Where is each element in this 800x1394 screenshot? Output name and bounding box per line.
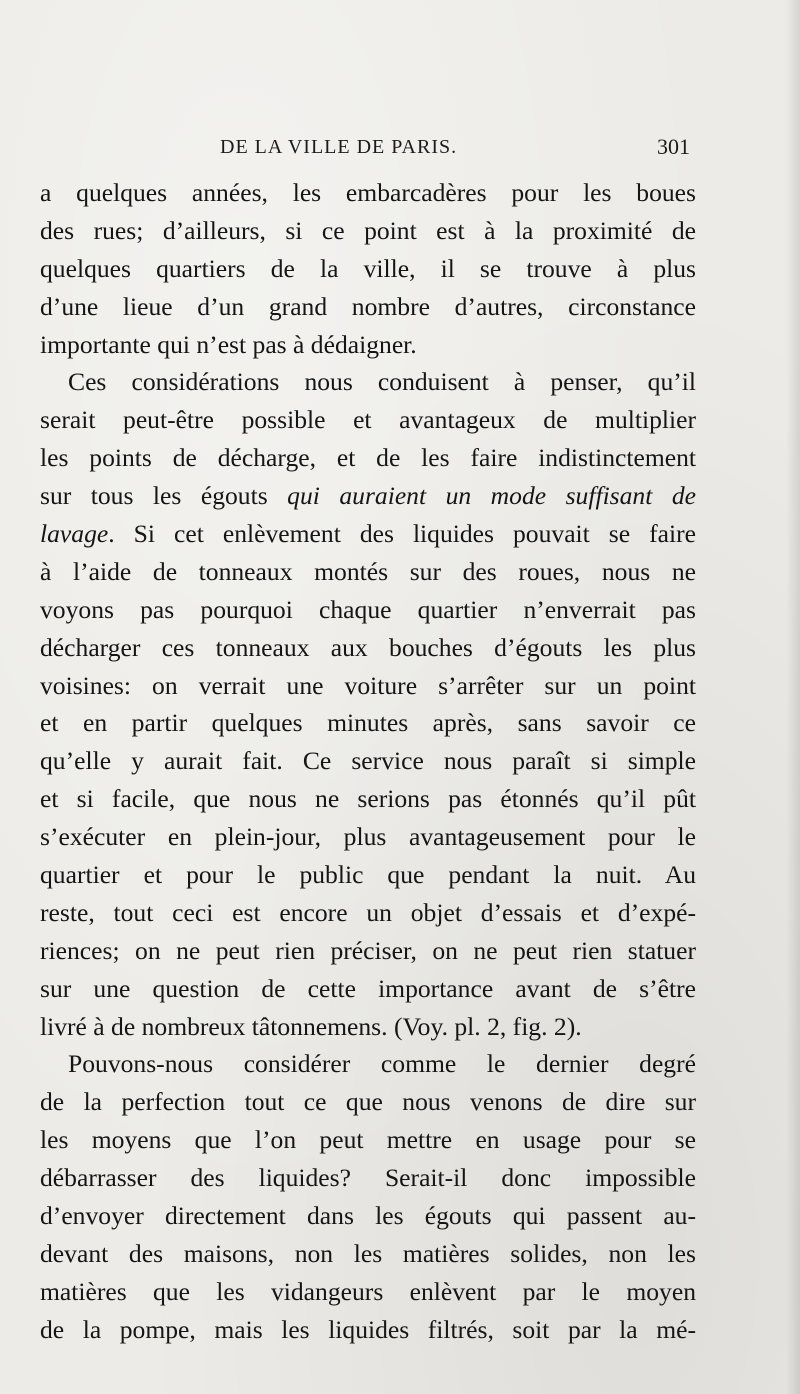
text-line: à l’aide de tonneaux montés sur des roues, nous ne — [40, 556, 696, 586]
text-line: s’exécuter en plein-jour, plus avantageusement pour le — [40, 822, 696, 852]
body-text — [40, 174, 696, 1349]
text-line: quelques quartiers de la ville, il se trouve à plus — [40, 253, 696, 283]
text-line: voyons pas pourquoi chaque quartier n’enverrait pas — [40, 594, 696, 624]
text-line: reste, tout ceci est encore un objet d’essais et d’expé- — [40, 897, 696, 927]
text-line: et si facile, que nous ne serions pas étonnés qu’il pût — [40, 784, 696, 814]
text-line: d’une lieue d’un grand nombre d’autres, circonstance — [40, 291, 696, 321]
italic-segment: lavage — [40, 519, 109, 549]
italic-segment: qui auraient un mode suffisant de — [287, 481, 696, 511]
text-segment: sur tous les égouts — [40, 481, 268, 511]
text-line: Ces considérations nous conduisent à penser, qu’il — [68, 367, 696, 397]
text-line: matières que les vidangeurs enlèvent par le moyen — [40, 1276, 696, 1306]
text-line: devant des maisons, non les matières solides, non les — [40, 1238, 696, 1268]
text-line: de la pompe, mais les liquides filtrés, soit par la mé- — [40, 1314, 696, 1344]
text-line-mixed — [40, 477, 696, 515]
text-line: débarrasser des liquides? Serait-il donc impossible — [40, 1163, 696, 1193]
text-line: a quelques années, les embarcadères pour les boues — [40, 178, 696, 207]
text-line: d’envoyer directement dans les égouts qui passent au- — [40, 1201, 696, 1231]
page-header — [64, 130, 690, 164]
text-line: et en partir quelques minutes après, sans savoir ce — [40, 708, 696, 738]
text-line: des rues; d’ailleurs, si ce point est à la proximité de — [40, 215, 696, 245]
page-edge-shadow — [786, 0, 800, 1394]
text-line-mixed — [40, 515, 696, 553]
text-line: les points de décharge, et de les faire indistinctement — [40, 443, 696, 473]
text-line: voisines: on verrait une voiture s’arrêter sur un point — [40, 670, 696, 700]
text-line: quartier et pour le public que pendant la nuit. Au — [40, 860, 696, 890]
text-line: serait peut-être possible et avantageux de multiplier — [40, 405, 696, 435]
text-line: importante qui n’est pas à dédaigner. — [40, 329, 417, 359]
text-line: de la perfection tout ce que nous venons de dire sur — [40, 1087, 696, 1117]
running-title: DE LA VILLE DE PARIS. — [220, 136, 458, 158]
text-line: riences; on ne peut rien préciser, on ne peut rien statuer — [40, 935, 696, 965]
text-line: les moyens que l’on peut mettre en usage pour se — [40, 1125, 696, 1155]
page-number: 301 — [657, 134, 690, 159]
text-segment: . Si cet enlèvement des liquides pouvait se faire — [108, 519, 696, 549]
text-line: sur une question de cette importance avant de s’être — [40, 973, 696, 1003]
text-line: qu’elle y aurait fait. Ce service nous paraît si simple — [40, 746, 696, 776]
text-line: livré à de nombreux tâtonnemens. (Voy. pl. 2, fig. 2). — [40, 1011, 582, 1041]
text-line: décharger ces tonneaux aux bouches d’égouts les plus — [40, 632, 696, 662]
text-line: Pouvons-nous considérer comme le dernier degré — [68, 1049, 696, 1079]
